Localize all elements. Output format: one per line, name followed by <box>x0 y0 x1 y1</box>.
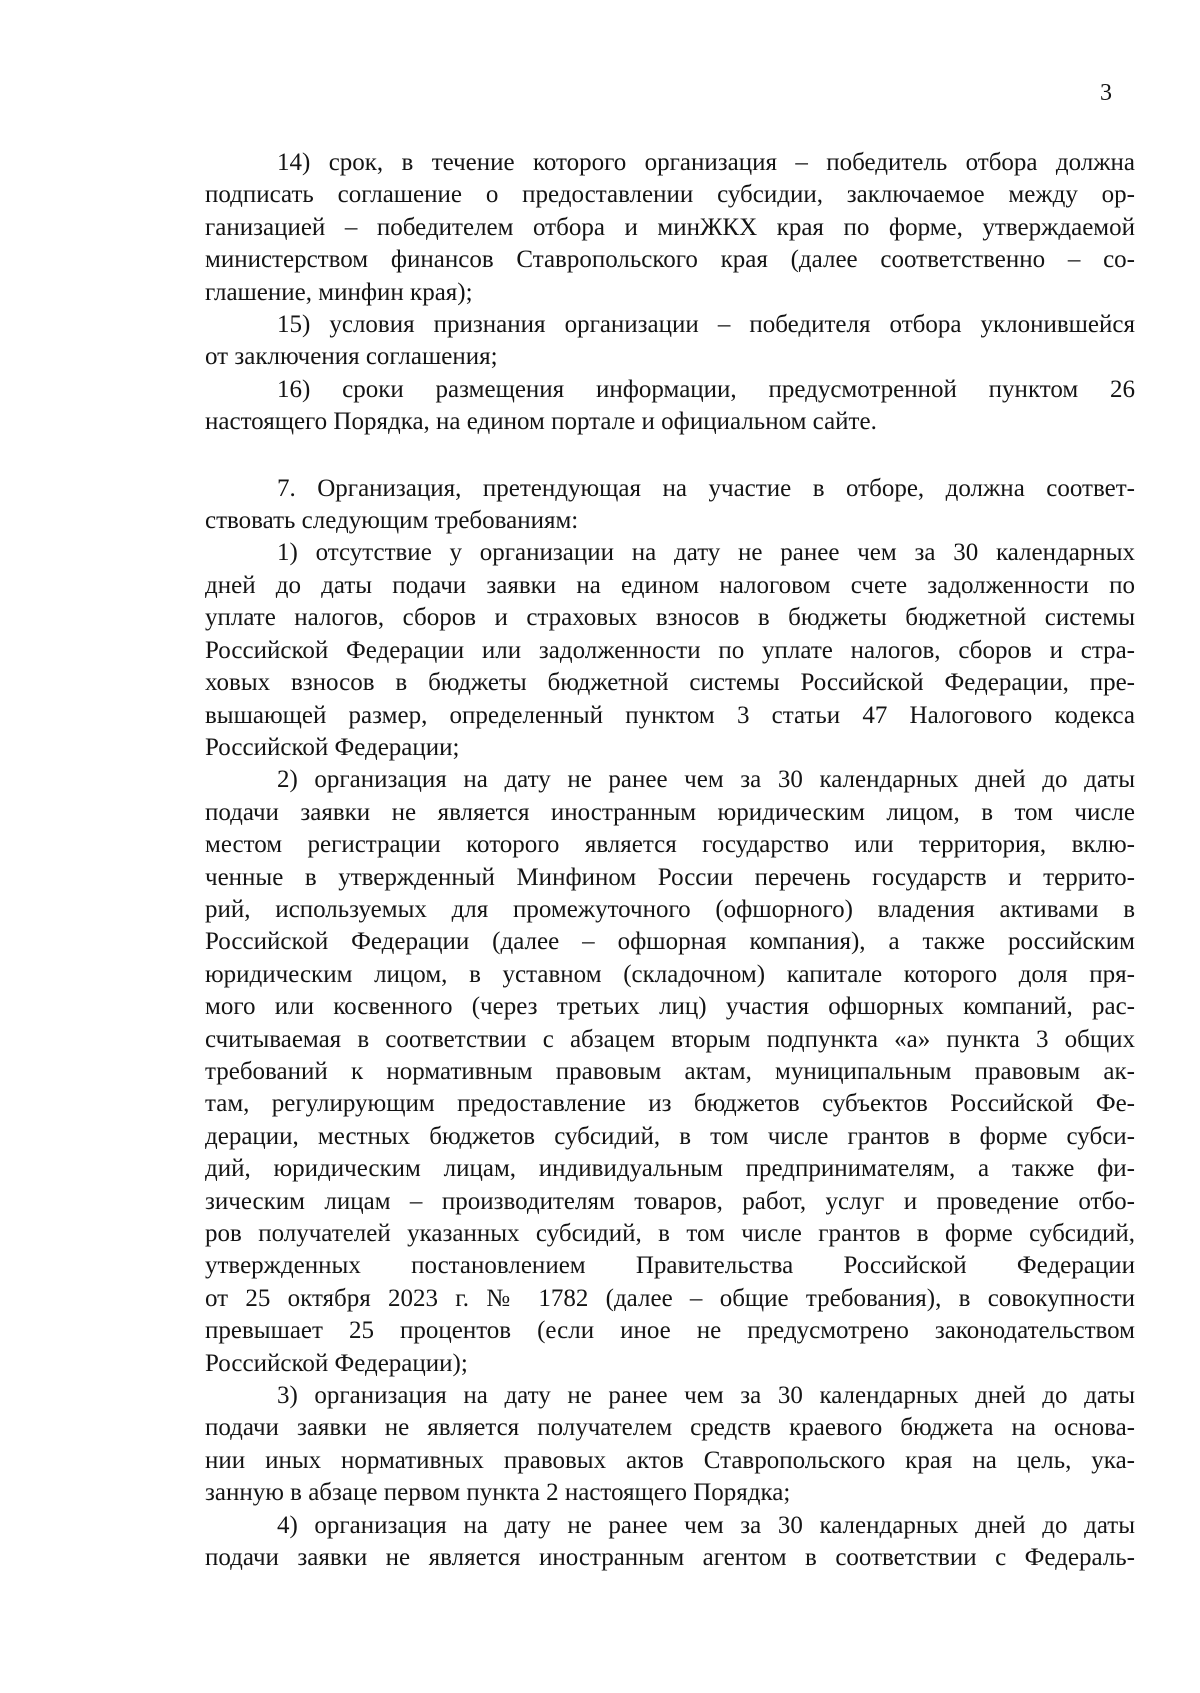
text-line: утвержденных постановлением Правительства Российской Федерации <box>205 1252 1135 1280</box>
text-line: уплате налогов, сборов и страховых взносов в бюджеты бюджетной системы <box>205 604 1135 632</box>
text-line: дней до даты подачи заявки на едином налоговом счете задолженности по <box>205 571 1135 599</box>
text-line: подписать соглашение о предоставлении субсидии, заключаемое между ор- <box>205 181 1135 209</box>
text-line: вышающей размер, определенный пунктом 3 статьи 47 Налогового кодекса <box>205 701 1135 729</box>
text-line: Российской Федерации или задолженности по уплате налогов, сборов и стра- <box>205 636 1135 664</box>
paragraph-requirement-2 <box>205 764 1135 1380</box>
text-line: нии иных нормативных правовых актов Ставропольского края на цель, ука- <box>205 1446 1135 1474</box>
text-line: ствовать следующим требованиям: <box>205 507 579 535</box>
text-line: считываемая в соответствии с абзацем вторым подпункта «а» пункта 3 общих <box>205 1025 1135 1053</box>
paragraph-section-7 <box>205 473 1135 538</box>
text-line: подачи заявки не является получателем средств краевого бюджета на основа- <box>205 1414 1135 1442</box>
text-line: глашение, минфин края); <box>205 278 473 306</box>
text-line: 16) сроки размещения информации, предусмотренной пунктом 26 <box>277 375 1135 403</box>
text-line: подачи заявки не является иностранным юридическим лицом, в том числе <box>205 798 1135 826</box>
paragraph-spacer <box>205 439 1135 473</box>
text-line: рий, используемых для промежуточного (офшорного) владения активами в <box>205 895 1135 923</box>
text-line: зическим лицам – производителям товаров, работ, услуг и проведение отбо- <box>205 1187 1135 1215</box>
text-line: от заключения соглашения; <box>205 343 498 371</box>
text-line: превышает 25 процентов (если иное не предусмотрено законодательством <box>205 1317 1135 1345</box>
text-line: 14) срок, в течение которого организация – победитель отбора должна <box>277 149 1135 176</box>
text-line: 3) организация на дату не ранее чем за 30 календарных дней до даты <box>277 1382 1135 1410</box>
text-line: 4) организация на дату не ранее чем за 30 календарных дней до даты <box>277 1511 1135 1539</box>
text-line: требований к нормативным правовым актам, муниципальным правовым ак- <box>205 1057 1135 1085</box>
text-line: 7. Организация, претендующая на участие в отборе, должна соответ- <box>277 474 1135 502</box>
paragraph-item-16 <box>205 374 1135 439</box>
paragraph-requirement-1 <box>205 537 1135 764</box>
text-line: юридическим лицом, в уставном (складочном) капитале которого доля пря- <box>205 960 1135 988</box>
text-line: дий, юридическим лицам, индивидуальным предпринимателям, а также фи- <box>205 1155 1135 1183</box>
text-line: ченные в утвержденный Минфином России перечень государств и террито- <box>205 863 1135 891</box>
text-line: 2) организация на дату не ранее чем за 30 календарных дней до даты <box>277 766 1135 794</box>
text-line: 15) условия признания организации – победителя отбора уклонившейся <box>277 311 1135 339</box>
paragraph-requirement-4 <box>205 1510 1135 1575</box>
text-line: Российской Федерации); <box>205 1349 468 1377</box>
text-line: от 25 октября 2023 г. № 1782 (далее – общие требования), в совокупности <box>205 1284 1135 1312</box>
paragraph-requirement-3 <box>205 1380 1135 1510</box>
text-line: настоящего Порядка, на едином портале и официальном сайте. <box>205 408 877 436</box>
text-line: ров получателей указанных субсидий, в том числе грантов в форме субсидий, <box>205 1220 1135 1247</box>
text-line: 1) отсутствие у организации на дату не ранее чем за 30 календарных <box>277 539 1135 567</box>
text-line: ганизацией – победителем отбора и минЖКХ края по форме, утверждаемой <box>205 213 1135 241</box>
text-line: подачи заявки не является иностранным агентом в соответствии с Федераль- <box>205 1544 1135 1572</box>
text-line: ховых взносов в бюджеты бюджетной системы Российской Федерации, пре- <box>205 669 1135 697</box>
text-line: там, регулирующим предоставление из бюджетов субъектов Российской Фе- <box>205 1090 1135 1118</box>
text-line: мого или косвенного (через третьих лиц) участия офшорных компаний, рас- <box>205 993 1135 1021</box>
text-line: занную в абзаце первом пункта 2 настоящего Порядка; <box>205 1479 791 1507</box>
text-line: Российской Федерации (далее – офшорная компания), а также российским <box>205 928 1135 956</box>
text-line: местом регистрации которого является государство или территория, вклю- <box>205 831 1135 859</box>
text-line: министерством финансов Ставропольского края (далее соответственно – со- <box>205 246 1135 274</box>
text-line: Российской Федерации; <box>205 733 460 761</box>
page-number: 3 <box>1100 80 1112 106</box>
paragraph-item-15 <box>205 309 1135 374</box>
document-body <box>205 147 1135 1574</box>
text-line: дерации, местных бюджетов субсидий, в том числе грантов в форме субси- <box>205 1122 1135 1150</box>
paragraph-item-14 <box>205 147 1135 309</box>
